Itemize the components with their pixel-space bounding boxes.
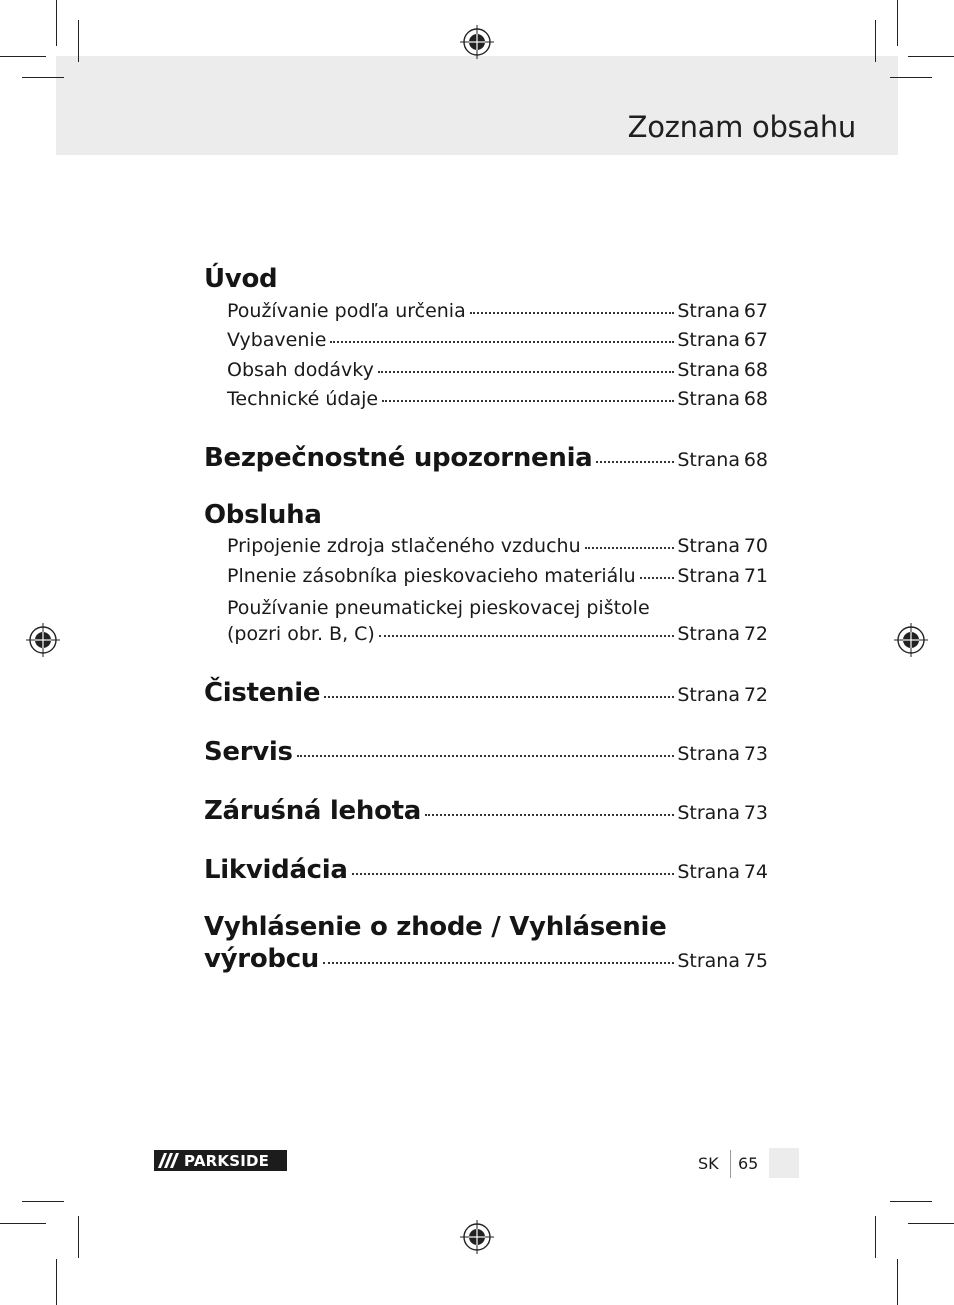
toc-entry-strana: Strana (677, 802, 740, 824)
brand-name: PARKSIDE (184, 1151, 270, 1170)
dot-leader (382, 400, 674, 402)
toc-entry (204, 535, 768, 565)
toc-main-entry (204, 443, 768, 473)
toc-entry-page: 73 (743, 743, 768, 765)
footer-divider (730, 1150, 731, 1178)
registration-mark-icon (26, 623, 60, 657)
toc-entry (204, 388, 768, 418)
page-title: Zoznam obsahu (627, 110, 856, 144)
toc-entry-strana: Strana (677, 388, 740, 410)
toc-entry-label: Pripojenie zdroja stlačeného vzduchu (227, 535, 581, 557)
toc-main-label: Likvidácia (204, 855, 348, 885)
toc-entry-label: Plnenie zásobníka pieskovacieho materiálu (227, 565, 636, 587)
toc-entry-strana: Strana (677, 861, 740, 883)
dot-leader (352, 873, 675, 875)
toc-entry-page: 72 (743, 623, 768, 645)
toc-main-entry (204, 944, 768, 974)
toc-main-label: Čistenie (204, 678, 321, 708)
dot-leader (470, 312, 675, 314)
toc-entry-label: Vybavenie (227, 329, 327, 351)
toc-entry-page: 72 (743, 684, 768, 706)
toc-entry (204, 623, 768, 653)
dot-leader (640, 577, 675, 579)
toc-entry-page: 68 (743, 388, 768, 410)
dot-leader (379, 635, 675, 637)
toc-entry-strana: Strana (677, 684, 740, 706)
toc-entry-strana: Strana (677, 565, 740, 587)
footer-tab-box (769, 1148, 799, 1178)
toc-entry-strana: Strana (677, 623, 740, 645)
toc-entry-page: 74 (743, 861, 768, 883)
toc-heading: Obsluha (204, 500, 322, 530)
toc-entry-page: 68 (743, 449, 768, 471)
toc-entry-label: (pozri obr. B, C) (227, 623, 375, 645)
toc-main-entry (204, 737, 768, 767)
toc-entry (204, 329, 768, 359)
toc-entry (204, 300, 768, 330)
toc-entry-page: 67 (743, 300, 768, 322)
toc-entry-page: 68 (743, 359, 768, 381)
toc-entry-page: 75 (743, 950, 768, 972)
language-code: SK (698, 1154, 719, 1173)
page-number: 65 (738, 1154, 759, 1173)
toc-main-label: výrobcu (204, 944, 320, 974)
toc-entry-label: Používanie podľa určenia (227, 300, 466, 322)
dot-leader (324, 696, 674, 698)
toc-entry-page: 71 (743, 565, 768, 587)
dot-leader (425, 814, 674, 816)
toc-entry-label: Používanie pneumatickej pieskovacej pištole (227, 597, 650, 619)
dot-leader (330, 341, 674, 343)
toc-entry-label: Obsah dodávky (227, 359, 374, 381)
dot-leader (378, 371, 675, 373)
toc-main-label: Záruśná lehota (204, 796, 422, 826)
toc-main-label: Bezpečnostné upozornenia (204, 443, 593, 473)
toc-main-entry (204, 796, 768, 826)
toc-entry-page: 70 (743, 535, 768, 557)
registration-mark-icon (460, 1220, 494, 1254)
toc-entry (204, 359, 768, 389)
registration-mark-icon (460, 25, 494, 59)
toc-entry-strana: Strana (677, 449, 740, 471)
toc-main-entry (204, 855, 768, 885)
parkside-logo (154, 1150, 287, 1171)
dot-leader (297, 755, 675, 757)
toc-main-entry (204, 678, 768, 708)
toc-entry-strana: Strana (677, 743, 740, 765)
dot-leader (596, 461, 674, 463)
toc-entry-strana: Strana (677, 359, 740, 381)
toc-entry-strana: Strana (677, 535, 740, 557)
toc-main-label: Servis (204, 737, 293, 767)
dot-leader (323, 962, 674, 964)
toc-entry-label: Technické údaje (227, 388, 379, 410)
toc-entry (204, 565, 768, 595)
toc-entry-strana: Strana (677, 329, 740, 351)
toc-entry-page: 67 (743, 329, 768, 351)
dot-leader (585, 547, 675, 549)
toc-heading: Úvod (204, 264, 278, 294)
toc-entry-page: 73 (743, 802, 768, 824)
logo-stripes-icon (154, 1150, 184, 1171)
toc-entry-strana: Strana (677, 950, 740, 972)
toc-heading: Vyhlásenie o zhode / Vyhlásenie (204, 912, 667, 942)
registration-mark-icon (894, 623, 928, 657)
toc-entry-strana: Strana (677, 300, 740, 322)
